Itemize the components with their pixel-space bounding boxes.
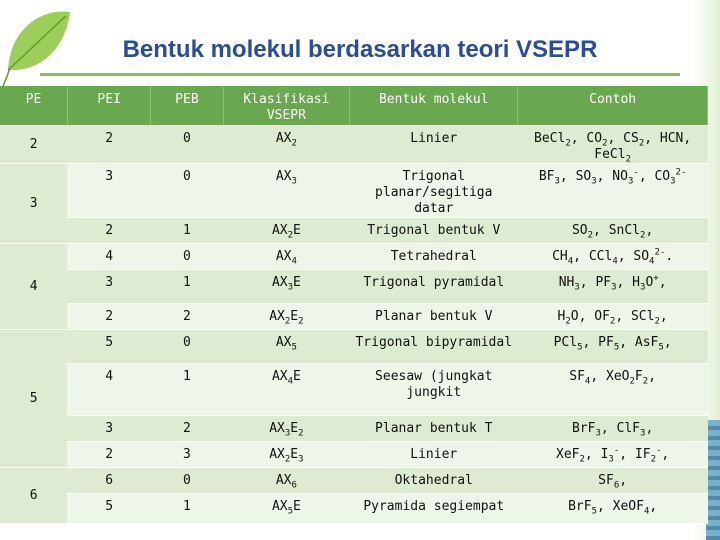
cell-contoh: $H_2O$, $OF_2$, SCl$_2$, [518, 304, 708, 330]
cell-contoh: BrF$_3$, ClF$_3$, [518, 416, 708, 442]
cell-bentuk: Linier [350, 442, 518, 468]
table-row [0, 218, 708, 244]
cell-pei: 5 [67, 494, 150, 524]
cell-peb: 3 [151, 442, 223, 468]
cell-klasifikasi: $AX_3E_2$ [223, 416, 350, 442]
table-row [0, 442, 708, 468]
header-contoh: Contoh [518, 86, 708, 126]
cell-pei: 2 [67, 442, 150, 468]
cell-pe: 3 [0, 164, 67, 244]
cell-peb: 0 [151, 330, 223, 364]
cell-bentuk: Planar bentuk T [350, 416, 518, 442]
cell-klasifikasi: $AX_2E_2$ [223, 304, 350, 330]
cell-klasifikasi: $AX_2E_3$ [223, 442, 350, 468]
vsepr-table [0, 86, 708, 524]
cell-pe: 4 [0, 244, 67, 330]
cell-klasifikasi: $AX_5E$ [223, 494, 350, 524]
table-row [0, 416, 708, 442]
cell-klasifikasi: $AX_4E$ [223, 364, 350, 416]
cell-pei: 2 [67, 126, 150, 164]
cell-pei: 3 [67, 270, 150, 304]
cell-peb: 1 [151, 364, 223, 416]
page-title: Bentuk molekul berdasarkan teori VSEPR [122, 36, 598, 63]
cell-peb: 2 [151, 416, 223, 442]
cell-pei: 3 [67, 164, 150, 218]
cell-bentuk: Linier [350, 126, 518, 164]
cell-peb: 0 [151, 244, 223, 270]
cell-contoh: BeCl$_2$, $CO_2$, $CS_2$, HCN, FeCl$_2$ [518, 126, 708, 164]
cell-bentuk: Tetrahedral [350, 244, 518, 270]
cell-peb: 2 [151, 304, 223, 330]
table-row [0, 270, 708, 304]
cell-klasifikasi: $AX_5$ [223, 330, 350, 364]
cell-contoh: $SO_2$, SnCl$_2$, [518, 218, 708, 244]
cell-contoh: PCl$_5$, $PF_5$, AsF$_5$, [518, 330, 708, 364]
table-header-row [0, 86, 708, 126]
table-body [0, 126, 708, 524]
cell-peb: 1 [151, 494, 223, 524]
cell-klasifikasi: $AX_3$ [223, 164, 350, 218]
cell-pe: 6 [0, 468, 67, 524]
cell-contoh: $NH_3$, $PF_3$, $H_3O^+$, [518, 270, 708, 304]
table-row [0, 364, 708, 416]
cell-bentuk: Oktahedral [350, 468, 518, 494]
header-peb: PEB [151, 86, 223, 126]
cell-peb: 0 [151, 468, 223, 494]
cell-bentuk: Pyramida segiempat [350, 494, 518, 524]
cell-klasifikasi: $AX_6$ [223, 468, 350, 494]
cell-contoh: $SF_4$, $XeO_2F_2$, [518, 364, 708, 416]
cell-contoh: $SF_6$, [518, 468, 708, 494]
header-pe: PE [0, 86, 67, 126]
cell-pe: 2 [0, 126, 67, 164]
cell-klasifikasi: $AX_2$ [223, 126, 350, 164]
cell-pei: 4 [67, 244, 150, 270]
cell-pei: 5 [67, 330, 150, 364]
table-row [0, 468, 708, 494]
cell-contoh: $CH_4$, CCl$_4$, $SO_4^{2-}$. [518, 244, 708, 270]
cell-peb: 0 [151, 164, 223, 218]
cell-pei: 4 [67, 364, 150, 416]
cell-bentuk: Planar bentuk V [350, 304, 518, 330]
cell-peb: 1 [151, 270, 223, 304]
cell-contoh: XeF$_2$, $I_3^-$, $IF_2^-$, [518, 442, 708, 468]
cell-bentuk: Trigonal bentuk V [350, 218, 518, 244]
cell-bentuk: Seesaw (jungkat jungkit [350, 364, 518, 416]
table-row [0, 494, 708, 524]
cell-pe: 5 [0, 330, 67, 468]
cell-contoh: BrF$_5$, XeOF$_4$, [518, 494, 708, 524]
table-row [0, 164, 708, 218]
header-pei: PEI [67, 86, 150, 126]
table-row [0, 330, 708, 364]
header-klasifikasi: Klasifikasi VSEPR [223, 86, 350, 126]
cell-klasifikasi: $AX_3E$ [223, 270, 350, 304]
cell-pei: 2 [67, 304, 150, 330]
cell-bentuk: Trigonal planar/segitiga datar [350, 164, 518, 218]
cell-pei: 3 [67, 416, 150, 442]
table-row [0, 244, 708, 270]
header-bentuk: Bentuk molekul [350, 86, 518, 126]
cell-pei: 6 [67, 468, 150, 494]
cell-klasifikasi: $AX_4$ [223, 244, 350, 270]
cell-bentuk: Trigonal bipyramidal [350, 330, 518, 364]
title-underline [40, 73, 680, 76]
table-row [0, 304, 708, 330]
cell-peb: 1 [151, 218, 223, 244]
cell-bentuk: Trigonal pyramidal [350, 270, 518, 304]
cell-peb: 0 [151, 126, 223, 164]
cell-klasifikasi: $AX_2E$ [223, 218, 350, 244]
table-row [0, 126, 708, 164]
cell-pei: 2 [67, 218, 150, 244]
cell-contoh: $BF_3$, $SO_3$, $NO_3^-$, $CO_3^{2-}$ [518, 164, 708, 218]
